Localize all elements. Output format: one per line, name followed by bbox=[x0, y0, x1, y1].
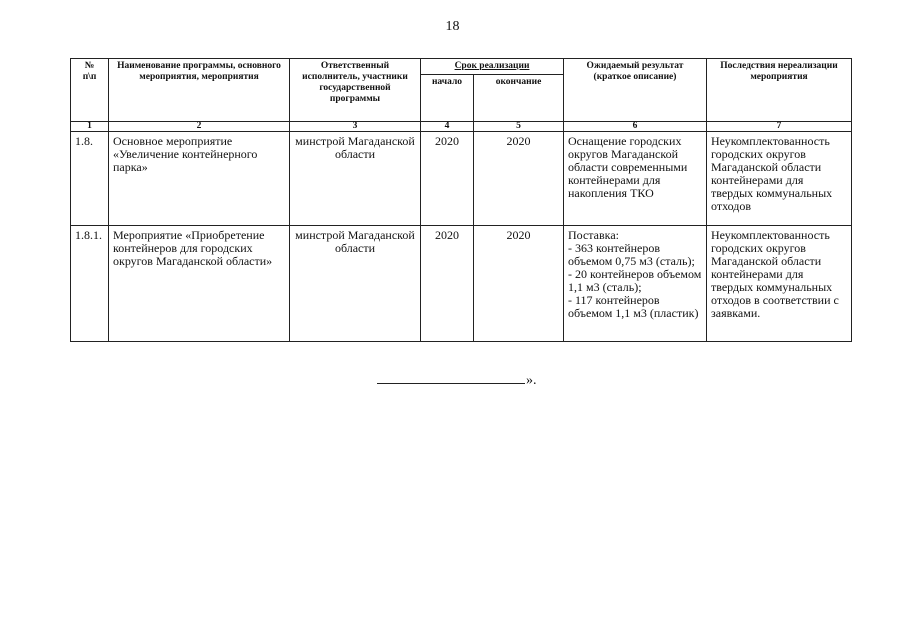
header-name: Наименование программы, основного мероприятия, мероприятия bbox=[109, 59, 290, 122]
closing-quote: ». bbox=[526, 373, 537, 388]
row-consequences: Неукомплектованность городских округов Магаданской области контейнерами для твердых коммунальных отходов bbox=[707, 132, 852, 226]
header-start: начало bbox=[421, 75, 474, 122]
row-consequences: Неукомплектованность городских округов Магаданской области контейнерами для твердых коммунальных отходов в соответствии с заявками. bbox=[707, 226, 852, 342]
column-numbers-row bbox=[71, 122, 852, 132]
program-table bbox=[70, 58, 852, 342]
header-consequences: Последствия нереализации мероприятия bbox=[707, 59, 852, 122]
header-end: окончание bbox=[474, 75, 564, 122]
closing-mark bbox=[377, 373, 537, 389]
column-number: 7 bbox=[707, 122, 852, 132]
header-period: Срок реализации bbox=[421, 59, 564, 75]
header-number: № п\п bbox=[71, 59, 109, 122]
row-end: 2020 bbox=[474, 132, 564, 226]
row-executor: минстрой Магаданской области bbox=[290, 132, 421, 226]
signature-line bbox=[377, 373, 525, 384]
page-number: 18 bbox=[445, 19, 460, 34]
row-result: Оснащение городских округов Магаданской области современными контейнерами для накопления ТКО bbox=[564, 132, 707, 226]
row-number: 1.8.1. bbox=[71, 226, 109, 342]
header-executor: Ответственный исполнитель, участники государственной программы bbox=[290, 59, 421, 122]
row-number: 1.8. bbox=[71, 132, 109, 226]
row-name: Основное мероприятие «Увеличение контейнерного парка» bbox=[109, 132, 290, 226]
table-header-row bbox=[71, 59, 852, 75]
row-result: Поставка: - 363 контейнеров объемом 0,75 м3 (сталь); - 20 контейнеров объемом 1,1 м3 (сталь); - 117 контейнеров объемом 1,1 м3 (пластик) bbox=[564, 226, 707, 342]
column-number: 3 bbox=[290, 122, 421, 132]
row-start: 2020 bbox=[421, 132, 474, 226]
row-start: 2020 bbox=[421, 226, 474, 342]
table-row bbox=[71, 132, 852, 226]
row-end: 2020 bbox=[474, 226, 564, 342]
column-number: 1 bbox=[71, 122, 109, 132]
table-row bbox=[71, 226, 852, 342]
row-name: Мероприятие «Приобретение контейнеров для городских округов Магаданской области» bbox=[109, 226, 290, 342]
row-executor: минстрой Магаданской области bbox=[290, 226, 421, 342]
header-result: Ожидаемый результат (краткое описание) bbox=[564, 59, 707, 122]
column-number: 5 bbox=[474, 122, 564, 132]
column-number: 4 bbox=[421, 122, 474, 132]
column-number: 6 bbox=[564, 122, 707, 132]
column-number: 2 bbox=[109, 122, 290, 132]
